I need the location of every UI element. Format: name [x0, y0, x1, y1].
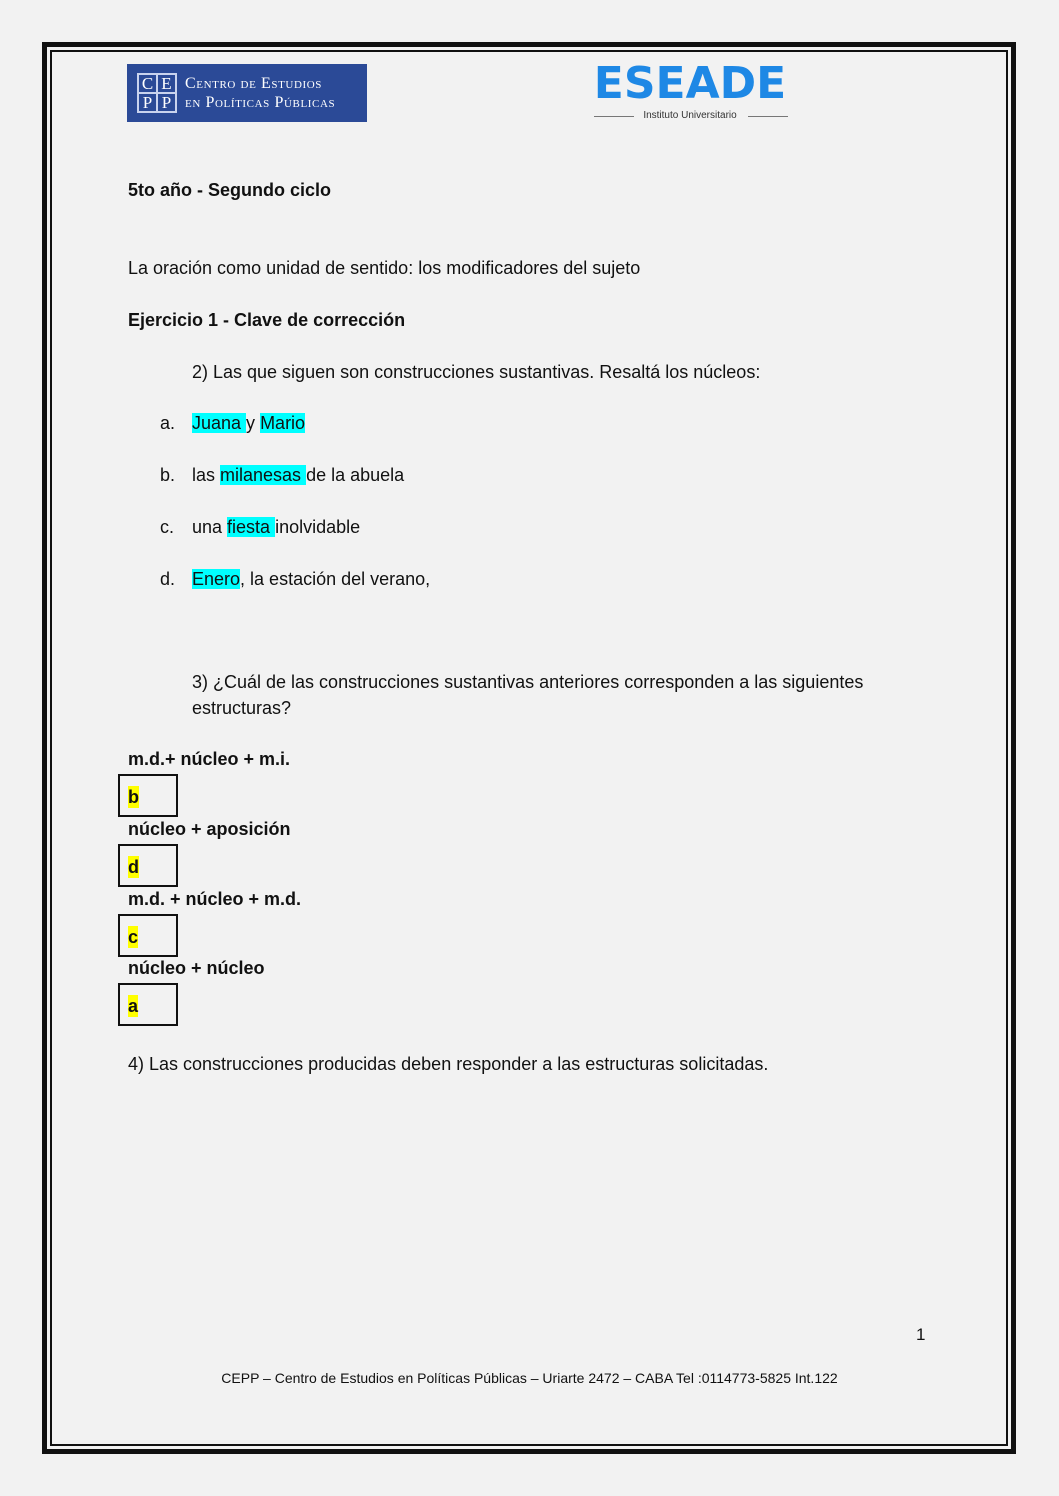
answer-letter: b — [128, 787, 139, 807]
q2-item-text: inolvidable — [275, 517, 361, 537]
structure-label: núcleo + aposición — [128, 819, 291, 839]
eseade-rule-right — [748, 116, 788, 117]
q2-item-a-marker: a. — [160, 413, 176, 433]
eseade-logo — [590, 58, 790, 124]
answer-letter: a — [128, 996, 139, 1016]
q2-item-d — [192, 568, 430, 590]
q2-item-text: las — [192, 465, 221, 485]
nucleus-highlight: milanesas — [220, 465, 307, 485]
q3-prompt-line2: estructuras? — [192, 698, 292, 718]
q2-item-d-marker: d. — [160, 569, 176, 589]
q2-item-b-marker: b. — [160, 465, 176, 485]
eseade-logo-name: ESEADE — [593, 58, 787, 109]
footer-text: CEPP – Centro de Estudios en Políticas Públicas – Uriarte 2472 – CABA Tel :0114773-5825 Int.122 — [221, 1370, 838, 1386]
q2-item-a — [192, 412, 305, 434]
q2-item-b — [192, 464, 404, 486]
structure-label: m.d. + núcleo + m.d. — [128, 889, 302, 909]
q4-text: 4) Las construcciones producidas deben responder a las estructuras solicitadas. — [128, 1054, 769, 1074]
topic-heading: La oración como unidad de sentido: los modificadores del sujeto — [128, 258, 641, 278]
nucleus-highlight: fiesta — [227, 517, 276, 537]
answer-letter: d — [128, 857, 139, 877]
answer-box — [118, 844, 178, 887]
q2-item-text: de la abuela — [306, 465, 405, 485]
cepp-letter: E — [157, 74, 176, 93]
cepp-letter: C — [138, 74, 157, 93]
answer-box — [118, 774, 178, 817]
q3-prompt-line1: 3) ¿Cuál de las construcciones sustantivas anteriores corresponden a las siguientes — [192, 672, 864, 692]
answer-box — [118, 983, 178, 1026]
eseade-logo-subtitle: Instituto Universitario — [643, 110, 737, 121]
cepp-logo-line2: en Políticas Públicas — [185, 94, 336, 111]
answer-letter: c — [128, 927, 139, 947]
page-number: 1 — [916, 1325, 926, 1344]
cepp-logo-line1: Centro de Estudios — [185, 75, 323, 92]
q2-prompt: 2) Las que siguen son construcciones sustantivas. Resaltá los núcleos: — [192, 362, 761, 382]
cepp-logo-text — [185, 74, 335, 112]
q2-item-text: , la estación del verano, — [240, 569, 431, 589]
nucleus-highlight: Enero — [192, 569, 241, 589]
grade-heading: 5to año - Segundo ciclo — [128, 180, 332, 200]
q2-item-text: una — [192, 517, 228, 537]
answer-box — [118, 914, 178, 957]
nucleus-highlight: Juana — [192, 413, 247, 433]
structure-label: m.d.+ núcleo + m.i. — [128, 749, 291, 769]
structure-label: núcleo + núcleo — [128, 958, 265, 978]
exercise-title: Ejercicio 1 - Clave de corrección — [128, 310, 406, 330]
q2-item-c — [192, 516, 360, 538]
eseade-logo-subtitle-row — [590, 109, 790, 123]
cepp-letter: P — [157, 93, 176, 112]
q2-item-c-marker: c. — [160, 517, 175, 537]
nucleus-highlight: Mario — [260, 413, 306, 433]
cepp-letter: P — [138, 93, 157, 112]
q2-item-text: y — [246, 413, 261, 433]
cepp-monogram — [137, 73, 177, 113]
cepp-logo — [127, 64, 367, 122]
